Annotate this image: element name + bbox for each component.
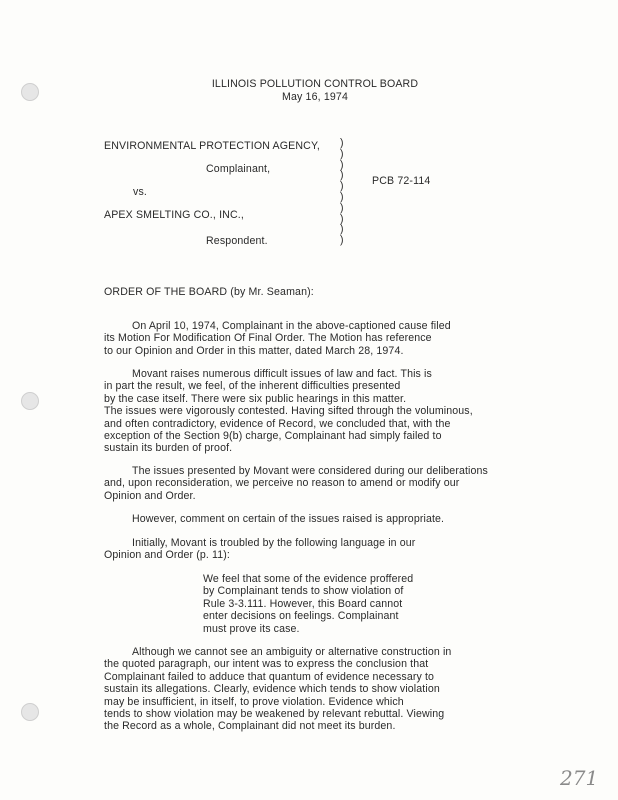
text-line: Movant raises numerous difficult issues of law and fact. This is xyxy=(132,368,432,380)
text-line: The issues were vigorously contested. Having sifted through the voluminous, xyxy=(104,405,473,418)
order-date: May 16, 1974 xyxy=(282,91,348,103)
paragraph-issues xyxy=(104,368,564,455)
paragraph-comment xyxy=(104,513,564,525)
board-title: ILLINOIS POLLUTION CONTROL BOARD xyxy=(211,78,419,90)
text-line: to our Opinion and Order in this matter, dated March 28, 1974. xyxy=(104,344,404,357)
text-line: Opinion and Order. xyxy=(104,489,196,502)
text-line: may be insufficient, in itself, to prove violation. Evidence which xyxy=(104,695,404,708)
text-line: The issues presented by Movant were considered during our deliberations xyxy=(132,465,488,477)
text-line: by the case itself. There were six public hearings in this matter. xyxy=(104,392,407,405)
text-line: Initially, Movant is troubled by the following language in our xyxy=(132,537,416,549)
paragraph-reconsideration xyxy=(104,465,564,502)
text-line: exception of the Section 9(b) charge, Complainant had simply failed to xyxy=(104,430,442,443)
respondent-name: APEX SMELTING CO., INC., xyxy=(104,209,244,221)
case-number: PCB 72-114 xyxy=(372,175,431,187)
text-line: enter decisions on feelings. Complainant xyxy=(203,610,399,623)
punch-hole xyxy=(21,703,39,721)
text-line: in part the result, we feel, of the inherent difficulties presented xyxy=(104,380,401,393)
complainant-name: ENVIRONMENTAL PROTECTION AGENCY, xyxy=(104,140,320,152)
punch-hole xyxy=(21,83,39,101)
versus-label: vs. xyxy=(133,186,147,198)
text-line: sustain its allegations. Clearly, evidence which tends to show violation xyxy=(104,683,440,696)
caption-parentheses: ) ) ) ) ) ) ) ) ) ) xyxy=(340,137,344,247)
text-line: its Motion For Modification Of Final Order. The Motion has reference xyxy=(104,332,432,345)
text-line: However, comment on certain of the issues raised is appropriate. xyxy=(132,513,445,525)
quoted-passage xyxy=(203,573,413,635)
order-heading: ORDER OF THE BOARD (by Mr. Seaman): xyxy=(104,286,314,298)
text-line: We feel that some of the evidence proffered xyxy=(203,573,414,585)
text-line: Opinion and Order (p. 11): xyxy=(104,549,230,562)
handwritten-page-number: 271 xyxy=(560,766,599,790)
punch-hole xyxy=(21,392,39,410)
text-line: by Complainant tends to show violation of xyxy=(203,585,404,598)
text-line: Complainant failed to adduce that quantum of evidence necessary to xyxy=(104,670,435,683)
text-line: and often contradictory, evidence of Record, we concluded that, with the xyxy=(104,417,451,430)
text-line: the Record as a whole, Complainant did not meet its burden. xyxy=(104,720,396,733)
text-line: must prove its case. xyxy=(203,622,300,635)
text-line: tends to show violation may be weakened by relevant rebuttal. Viewing xyxy=(104,708,445,721)
text-line: and, upon reconsideration, we perceive no reason to amend or modify our xyxy=(104,477,460,490)
text-line: On April 10, 1974, Complainant in the above-captioned cause filed xyxy=(132,320,451,332)
paragraph-motion xyxy=(104,320,564,357)
text-line: Although we cannot see an ambiguity or alternative construction in xyxy=(132,646,452,658)
text-line: Rule 3-3.111. However, this Board cannot xyxy=(203,597,403,610)
respondent-role: Respondent. xyxy=(206,235,268,247)
text-line: sustain its burden of proof. xyxy=(104,442,233,455)
paragraph-initially xyxy=(104,537,564,562)
paragraph-ambiguity xyxy=(104,646,564,733)
text-line: the quoted paragraph, our intent was to express the conclusion that xyxy=(104,658,429,671)
complainant-role: Complainant, xyxy=(206,163,271,175)
